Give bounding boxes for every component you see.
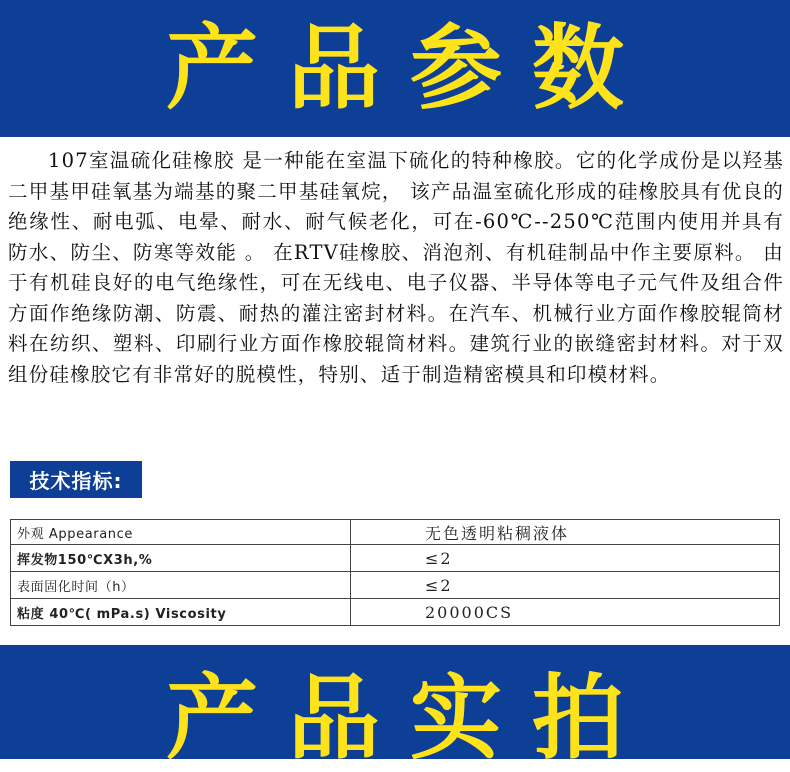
footer-banner [0, 645, 790, 772]
spec-table [10, 519, 780, 626]
spec-value-appearance: 无色透明粘稠液体 [351, 520, 780, 545]
spec-key-appearance: 外观 Appearance [11, 520, 351, 545]
spec-key-volatiles: 挥发物150℃X3h,% [11, 545, 351, 572]
page-title: 产品参数 [165, 14, 654, 122]
header-banner [0, 0, 790, 137]
spec-value-volatiles: ≤2 [351, 545, 780, 572]
spec-key-cure-time: 表面固化时间（h） [11, 572, 351, 599]
table-row [11, 520, 780, 545]
table-row [11, 599, 780, 626]
spec-key-viscosity: 粘度 40℃( mPa.s) Viscosity [11, 599, 351, 626]
spec-section-label: 技术指标: [10, 461, 142, 498]
section-title: 产品实拍 [165, 665, 654, 772]
spec-value-cure-time: ≤2 [351, 572, 780, 599]
table-row [11, 572, 780, 599]
table-row [11, 545, 780, 572]
product-description: 107室温硫化硅橡胶 是一种能在室温下硫化的特种橡胶。它的化学成份是以羟基二甲基甲硅氧基为端基的聚二甲基硅氧烷， 该产品温室硫化形成的硅橡胶具有优良的绝缘性、耐电弧、电晕、耐水、耐气候老化，可在-60℃--250℃范围内使用并具有防水、防尘、防寒等效能 。 在RTV硅橡胶、消泡剂、有机硅制品中作主要原料。 由于有机硅良好的电气绝缘性，可在无线电、电子仪器、半导体等电子元气件及组合件方面作绝缘防潮、防震、耐热的灌注密封材料。在汽车、机械行业方面作橡胶辊筒材料在纺织、塑料、印刷行业方面作橡胶辊筒材料。建筑行业的嵌缝密封材料。对于双组份硅橡胶它有非常好的脱模性，特别、适于制造精密模具和印模材料。 [8, 149, 784, 386]
spec-value-viscosity: 20000CS [351, 599, 780, 626]
